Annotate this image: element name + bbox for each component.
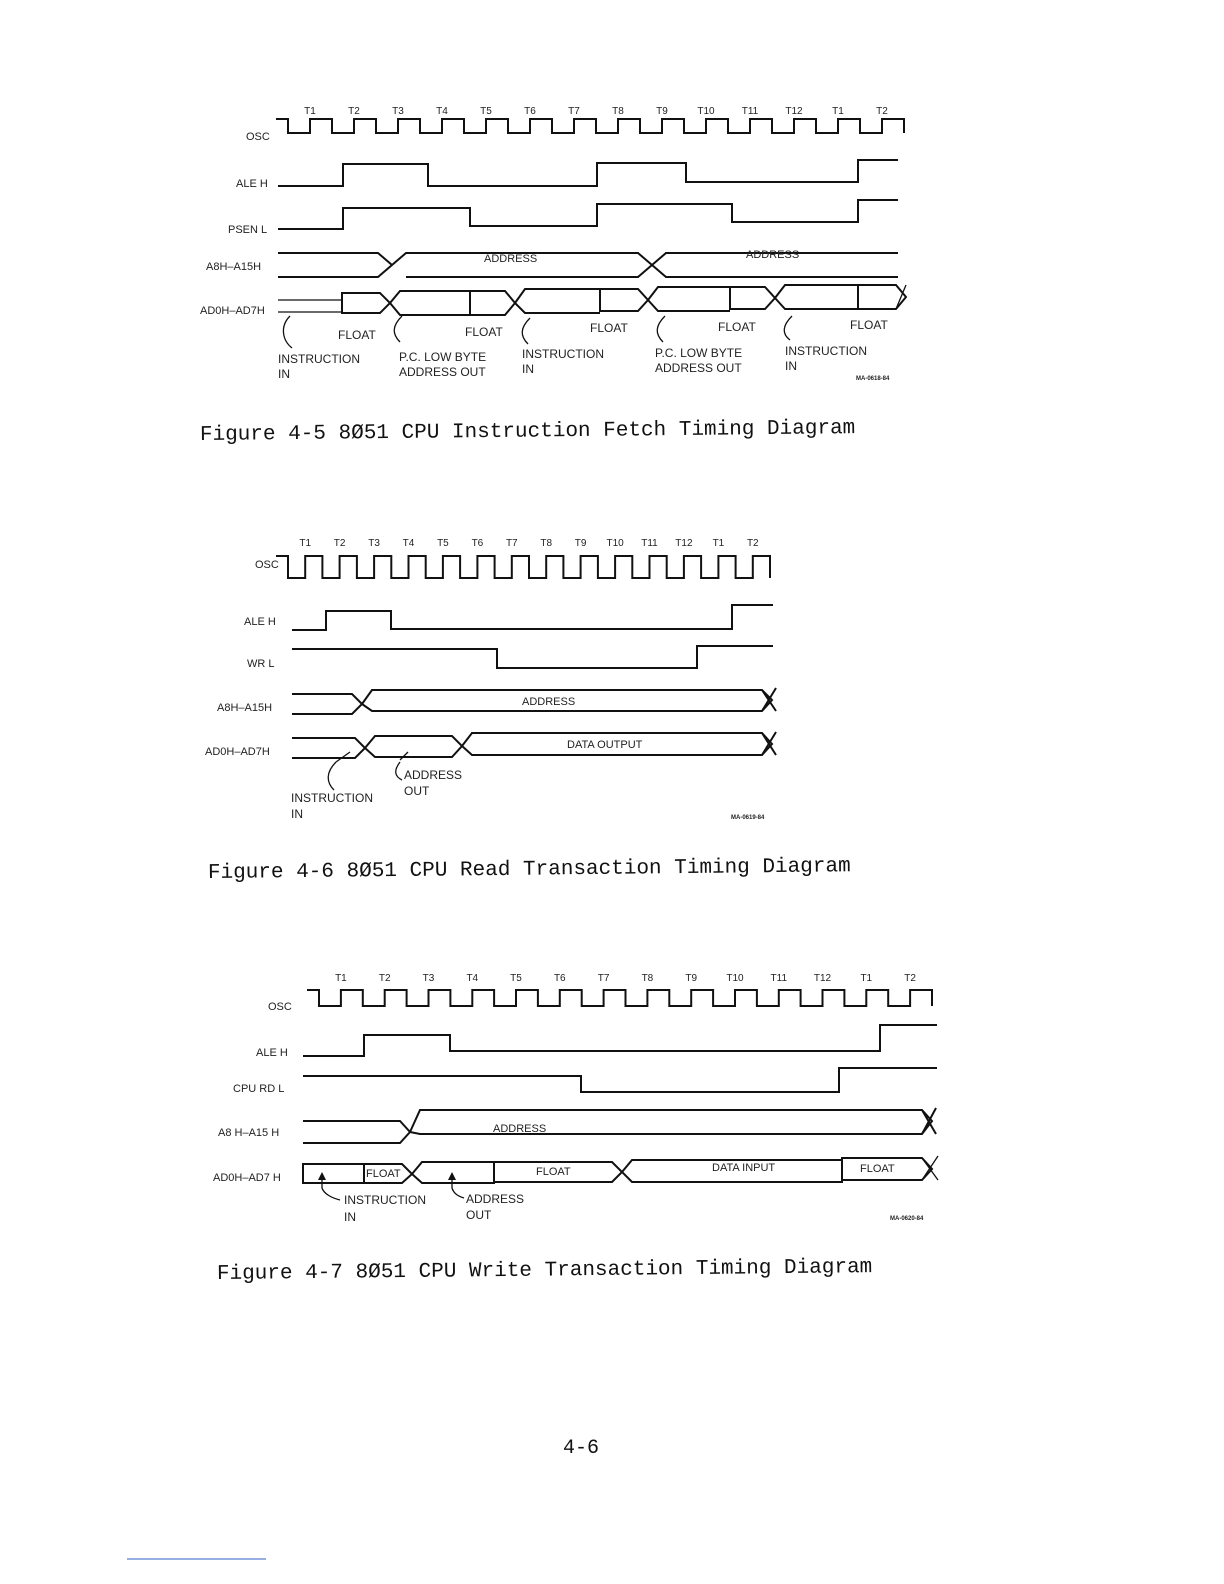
fig1-callout-3 (522, 318, 530, 344)
fig1-float-4: FLOAT (718, 320, 756, 334)
fig3-code: MA-0620-84 (890, 1216, 924, 1222)
fig1-tick-label: T9 (656, 106, 668, 117)
fig3-instruction-label: INSTRUCTION (344, 1193, 426, 1207)
fig2-tick-label: T2 (333, 538, 346, 549)
fig3-tick-label: T4 (466, 973, 479, 984)
fig2-wr-waveform (292, 646, 773, 668)
fig3-tick-label: T8 (641, 973, 654, 984)
fig1-float-5: FLOAT (850, 318, 888, 332)
fig3-in-label: IN (344, 1210, 356, 1224)
fig1-in-2: IN (522, 362, 534, 376)
fig1-callout-4 (657, 316, 665, 342)
fig1-instruction-1: INSTRUCTION (278, 352, 360, 366)
fig2-code: MA-0619-84 (731, 815, 765, 821)
fig3-tick-label: T11 (770, 973, 788, 984)
fig1-callout-5 (784, 316, 792, 340)
fig2-label-osc: OSC (255, 559, 279, 571)
fig2-label-a8: A8H–A15H (217, 702, 273, 714)
fig3-address: ADDRESS (493, 1123, 547, 1135)
fig3-label-a8: A8 H–A15 H (218, 1127, 280, 1139)
fig2-callout-2 (396, 762, 402, 780)
fig1-address-2: ADDRESS (746, 249, 800, 261)
fig3-arrowhead-2 (448, 1172, 456, 1180)
fig1-ad-seg-4 (648, 287, 730, 311)
fig3-tick-label: T2 (378, 973, 391, 984)
fig3-tick-label: T5 (510, 973, 522, 984)
fig1-tick-label: T6 (524, 106, 536, 117)
figure-4-6-diagram (205, 538, 776, 821)
fig1-callout-2 (394, 316, 402, 342)
fig1-tick-label: T7 (568, 106, 580, 117)
fig1-float-2: FLOAT (465, 325, 503, 339)
fig3-label-rd: CPU RD L (233, 1083, 285, 1095)
fig1-addrout-1: ADDRESS OUT (399, 365, 486, 379)
fig1-tick-label: T11 (741, 106, 759, 117)
fig3-label-osc: OSC (268, 1001, 292, 1013)
figure-4-5-diagram (200, 106, 906, 382)
fig2-osc-waveform (276, 556, 770, 578)
fig2-tick-label: T2 (746, 538, 759, 549)
fig3-address-label: ADDRESS (466, 1192, 525, 1206)
fig2-tick-label: T9 (574, 538, 587, 549)
fig1-address-1: ADDRESS (484, 253, 538, 265)
fig3-tick-label: T1 (335, 973, 347, 984)
fig1-tick-label: T12 (785, 106, 803, 117)
fig2-tick-label: T7 (505, 538, 518, 549)
fig2-tick-label: T12 (675, 538, 693, 549)
fig2-data-output: DATA OUTPUT (567, 739, 643, 751)
fig2-tick-label: T1 (299, 538, 312, 549)
fig1-shaded-2 (470, 291, 515, 315)
fig2-tick-label: T1 (712, 538, 725, 549)
fig1-tick-label: T1 (304, 106, 316, 117)
fig1-psen-waveform (278, 200, 898, 229)
fig3-tick-label: T3 (422, 973, 435, 984)
fig2-tick-label: T6 (471, 538, 484, 549)
fig3-rd-waveform (303, 1068, 937, 1092)
fig3-tick-label: T6 (553, 973, 566, 984)
fig2-tick-label: T5 (437, 538, 449, 549)
fig3-float-2: FLOAT (536, 1166, 571, 1178)
fig1-tick-label: T4 (436, 106, 448, 117)
fig2-instruction-label: INSTRUCTION (291, 791, 373, 805)
fig2-label-wr: WR L (247, 658, 275, 670)
fig1-instruction-2: INSTRUCTION (522, 347, 604, 361)
fig3-osc-waveform (307, 990, 932, 1006)
fig1-shaded-3 (600, 289, 648, 311)
fig3-tick-label: T12 (813, 973, 832, 984)
fig1-tick-label: T2 (348, 106, 360, 117)
figure-4-5-caption: Figure 4-5 8Ø51 CPU Instruction Fetch Timing Diagram (199, 417, 856, 447)
fig2-tick-label: T8 (540, 538, 553, 549)
fig1-shaded-1 (342, 293, 390, 313)
fig2-tick-label: T11 (641, 538, 658, 549)
fig2-tick-label: T3 (368, 538, 380, 549)
fig1-float-3: FLOAT (590, 321, 628, 335)
fig1-label-ad: AD0H–AD7H (200, 305, 265, 317)
fig3-label-ale: ALE H (256, 1047, 288, 1059)
fig3-arrowhead-1 (318, 1172, 326, 1180)
fig1-ale-waveform (278, 160, 898, 186)
fig1-ad-end (896, 285, 906, 309)
fig2-label-ale: ALE H (244, 616, 276, 628)
fig1-label-osc: OSC (246, 131, 270, 143)
fig1-in-1: IN (278, 367, 290, 381)
fig2-ale-waveform (292, 605, 773, 630)
fig1-tick-labels (304, 106, 888, 117)
fig3-tick-label: T10 (726, 973, 744, 984)
fig1-tick-label: T8 (612, 106, 624, 117)
fig1-in-3: IN (785, 359, 797, 373)
fig3-tick-label: T2 (904, 973, 916, 984)
fig2-tick-labels (299, 538, 759, 549)
fig3-label-ad: AD0H–AD7 H (213, 1172, 281, 1184)
fig1-ad-start (278, 300, 342, 312)
fig1-osc-waveform (276, 119, 904, 133)
fig2-in-label: IN (291, 807, 303, 821)
fig2-callout-1 (328, 762, 336, 790)
fig2-address-label: ADDRESS (404, 768, 463, 782)
fig2-out-label: OUT (404, 784, 430, 798)
fig1-label-ale: ALE H (236, 178, 268, 190)
fig3-ad-seg-1 (303, 1164, 364, 1183)
fig2-tick-label: T10 (606, 538, 624, 549)
fig1-ad-seg-2 (390, 291, 470, 315)
fig2-address: ADDRESS (522, 696, 576, 708)
page-number: 4-6 (563, 1437, 600, 1460)
fig2-label-ad: AD0H–AD7H (205, 746, 270, 758)
fig1-address-bus (278, 253, 898, 277)
fig1-label-psen: PSEN L (228, 224, 268, 236)
fig1-float-1: FLOAT (338, 328, 376, 342)
fig1-shaded-4 (730, 287, 775, 309)
fig2-tick-label: T4 (402, 538, 415, 549)
fig1-tick-label: T10 (697, 106, 715, 117)
fig3-out-label: OUT (466, 1208, 492, 1222)
fig1-instruction-3: INSTRUCTION (785, 344, 867, 358)
fig3-tick-label: T9 (685, 973, 698, 984)
fig1-callout-1 (283, 316, 292, 348)
figure-4-7-diagram (213, 973, 938, 1224)
fig1-tick-label: T1 (832, 106, 844, 117)
figure-4-6-caption: Figure 4-6 8Ø51 CPU Read Transaction Timing Diagram (207, 855, 851, 885)
fig1-ad-seg-5 (775, 285, 858, 309)
figure-4-7-caption: Figure 4-7 8Ø51 CPU Write Transaction Timing Diagram (216, 1256, 873, 1286)
fig1-pclow-2: P.C. LOW BYTE (655, 346, 743, 360)
fig1-tick-label: T2 (876, 106, 888, 117)
fig3-tick-labels (335, 973, 916, 984)
fig3-float-1: FLOAT (366, 1168, 401, 1180)
fig1-label-a8: A8H–A15H (206, 261, 262, 273)
fig3-data-input: DATA INPUT (712, 1162, 776, 1174)
fig1-addrout-2: ADDRESS OUT (655, 361, 742, 375)
fig1-code: MA-0618-84 (856, 376, 890, 382)
fig1-tick-label: T5 (480, 106, 492, 117)
fig1-tick-label: T3 (392, 106, 404, 117)
fig3-tick-label: T7 (597, 973, 610, 984)
fig3-float-3: FLOAT (860, 1163, 895, 1175)
fig3-tick-label: T1 (860, 973, 873, 984)
fig1-pclow-1: P.C. LOW BYTE (399, 350, 487, 364)
fig2-ad-bus (292, 732, 776, 758)
fig1-ad-seg-3 (515, 289, 600, 313)
fig3-ale-waveform (303, 1025, 937, 1056)
fig3-address-bus (303, 1108, 936, 1143)
